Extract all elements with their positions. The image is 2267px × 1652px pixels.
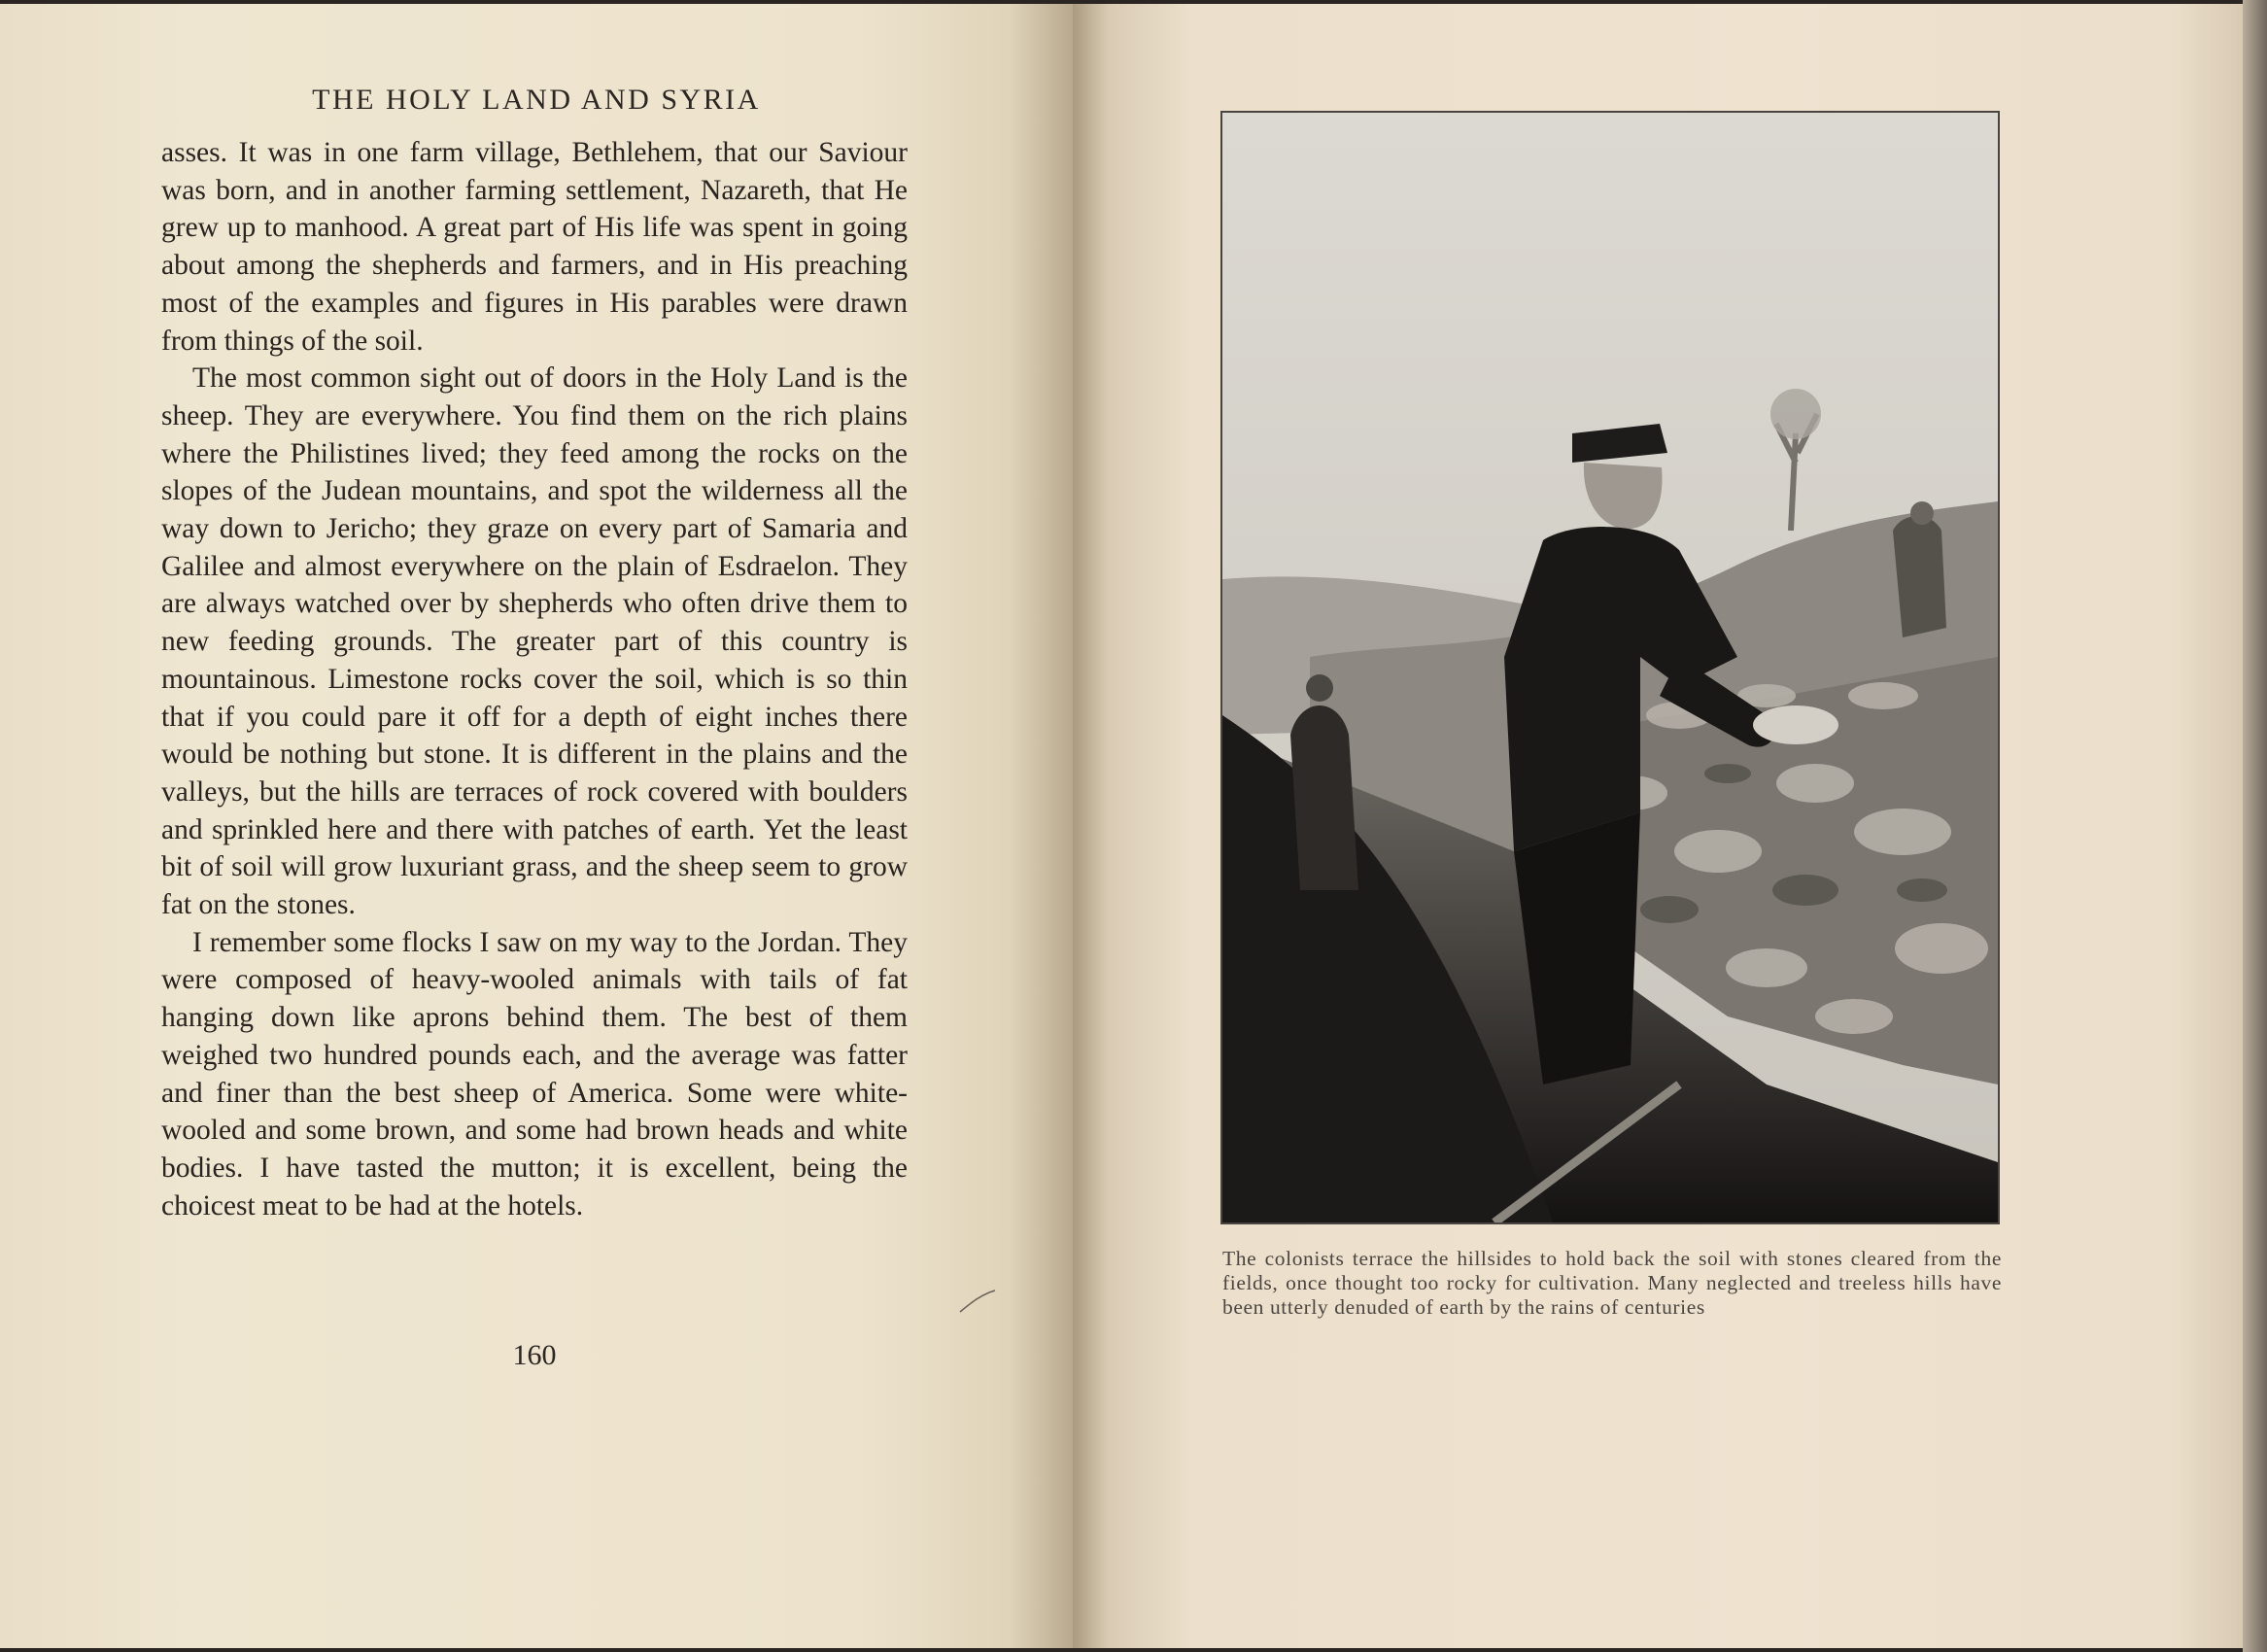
left-page bbox=[0, 4, 1073, 1648]
photo-caption: The colonists terrace the hillsides to hold back the soil with stones cleared from the fields, once thought too rocky for cultivation. Many neglected and treeless hills have been utterly denuded of earth by the rains of centuries bbox=[1222, 1247, 2002, 1319]
page-edge-shadow bbox=[2243, 0, 2267, 1652]
body-text bbox=[161, 134, 908, 1224]
photograph-terracing-hillside bbox=[1220, 111, 2000, 1224]
paragraph-1: asses. It was in one farm village, Bethlehem, that our Saviour was born, and in another farming settlement, Nazareth, that He grew up to manhood. A great part of His life was spent in going about among the shepherds and farmers, and in His preaching most of the examples and figures in His parables were drawn from things of the soil. bbox=[161, 137, 908, 357]
paragraph-3: I remember some flocks I saw on my way to the Jordan. They were composed of heavy-wooled animals with tails of fat hanging down like aprons behind them. The best of them weighed two hundred pounds each, and the average was fatter and finer than the best sheep of America. Some were white-wooled and some brown, and some had brown heads and white bodies. I have tasted the mutton; it is excellent, being the choicest meat to be had at the hotels. bbox=[161, 926, 908, 1222]
running-head: THE HOLY LAND AND SYRIA bbox=[312, 84, 761, 116]
paragraph-2: The most common sight out of doors in the Holy Land is the sheep. They are everywhere. You find them on the rich plains where the Philistines lived; they feed among the rocks on the slopes of the Judean mountains, and spot the wilderness all the way down to Jericho; they graze on every part of Samaria and Galilee and almost everywhere on the plain of Esdraelon. They are always watched over by shepherds who often drive them to new feeding grounds. The greater part of this country is mountainous. Limestone rocks cover the soil, which is so thin that if you could pare it off for a depth of eight inches there would be nothing but stone. It is different in the plains and the valleys, but the hills are terraces of rock covered with boulders and sprinkled here and there with patches of earth. Yet the least bit of soil will grow luxuriant grass, and the sheep seem to grow fat on the stones. bbox=[161, 362, 908, 921]
pencil-mark bbox=[958, 1289, 997, 1314]
page-number: 160 bbox=[512, 1339, 557, 1371]
